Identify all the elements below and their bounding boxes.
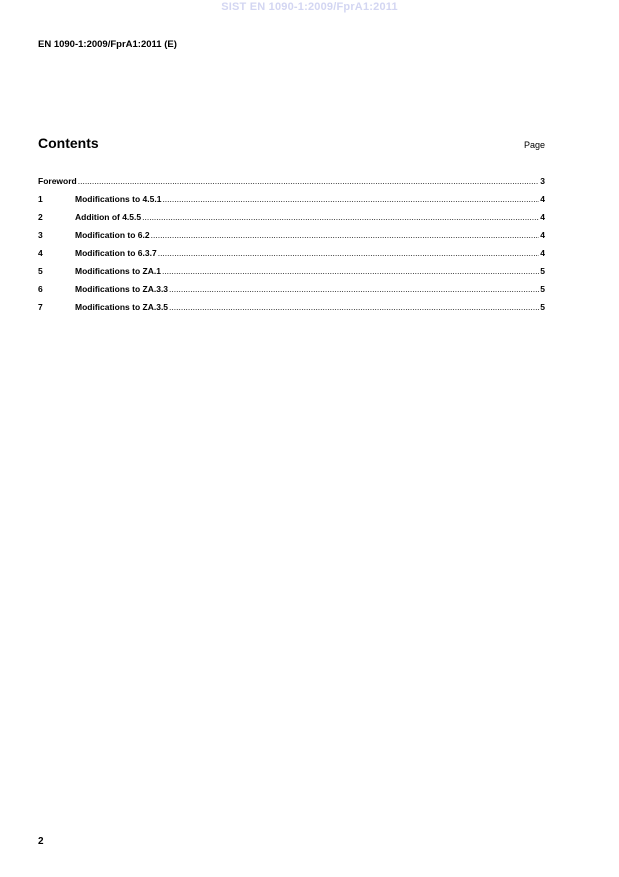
toc-entry-page: 4 xyxy=(540,230,545,240)
toc-entry-number: 1 xyxy=(38,194,43,204)
toc-entry-page: 5 xyxy=(540,302,545,312)
page-number: 2 xyxy=(38,836,44,847)
toc-entry-page: 3 xyxy=(540,176,545,186)
toc-entry-page: 4 xyxy=(540,212,545,222)
toc-leader-dots xyxy=(169,284,539,294)
toc-entry[interactable] xyxy=(38,284,545,302)
toc-entry-foreword[interactable] xyxy=(38,176,545,194)
contents-heading: Contents xyxy=(38,135,99,151)
toc-entry-number: 7 xyxy=(38,302,43,312)
toc-leader-dots xyxy=(78,176,540,186)
toc-entry-number: 3 xyxy=(38,230,43,240)
toc-leader-dots xyxy=(151,230,540,240)
document-identifier: EN 1090-1:2009/FprA1:2011 (E) xyxy=(38,39,177,50)
toc-entry-page: 5 xyxy=(540,266,545,276)
toc-entry[interactable] xyxy=(38,302,545,320)
toc-leader-dots xyxy=(158,248,540,258)
toc-entry-page: 5 xyxy=(540,284,545,294)
toc-entry-page: 4 xyxy=(540,248,545,258)
toc-entry-text: Modifications to 4.5.1 xyxy=(75,194,162,204)
toc-entry-number: 5 xyxy=(38,266,43,276)
toc-leader-dots xyxy=(162,266,539,276)
toc-leader-dots xyxy=(142,212,539,222)
toc-entry-number: 2 xyxy=(38,212,43,222)
toc-entry-text: Addition of 4.5.5 xyxy=(75,212,142,222)
toc-entry-text: Foreword xyxy=(38,176,77,186)
table-of-contents xyxy=(38,176,545,320)
toc-entry[interactable] xyxy=(38,266,545,284)
toc-leader-dots xyxy=(169,302,539,312)
toc-entry-text: Modification to 6.2 xyxy=(75,230,150,240)
toc-leader-dots xyxy=(162,194,539,204)
toc-entry[interactable] xyxy=(38,194,545,212)
toc-entry-number: 4 xyxy=(38,248,43,258)
toc-entry[interactable] xyxy=(38,230,545,248)
toc-entry-text: Modification to 6.3.7 xyxy=(75,248,157,258)
watermark: SIST EN 1090-1:2009/FprA1:2011 xyxy=(221,1,398,13)
toc-entry-page: 4 xyxy=(540,194,545,204)
toc-entry-number: 6 xyxy=(38,284,43,294)
page-column-label: Page xyxy=(523,140,545,150)
toc-entry[interactable] xyxy=(38,212,545,230)
toc-entry-text: Modifications to ZA.3.3 xyxy=(75,284,169,294)
toc-entry[interactable] xyxy=(38,248,545,266)
toc-entry-text: Modifications to ZA.3.5 xyxy=(75,302,169,312)
toc-entry-text: Modifications to ZA.1 xyxy=(75,266,161,276)
